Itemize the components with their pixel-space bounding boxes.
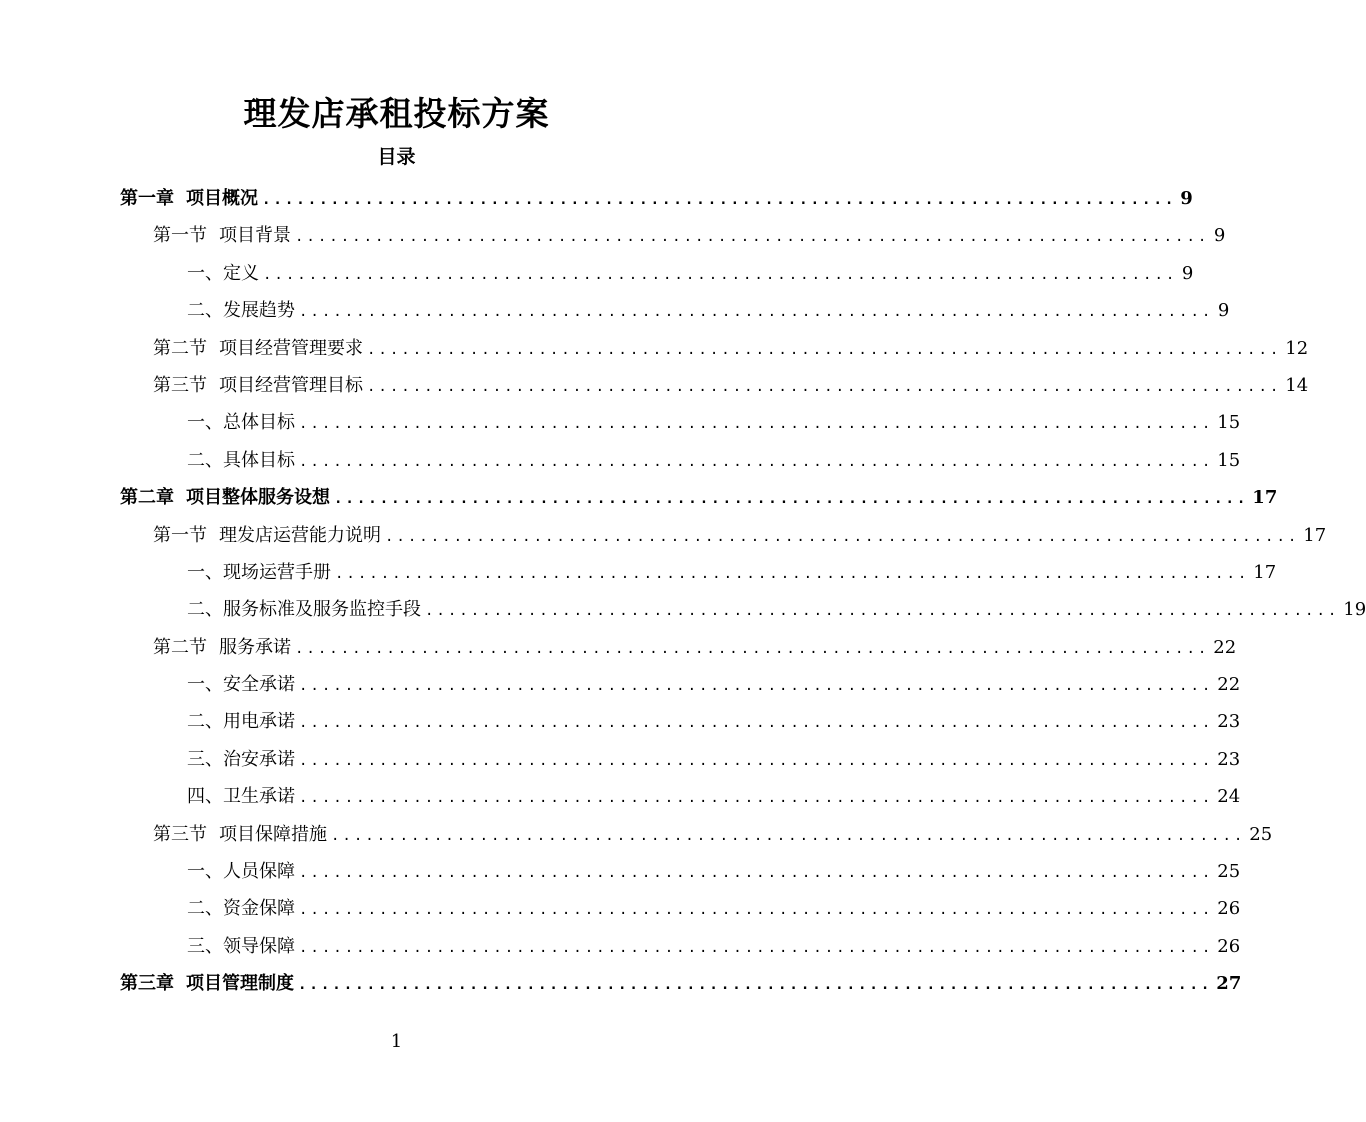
toc-entry[interactable] (120, 217, 1226, 254)
toc-entry[interactable] (120, 703, 1241, 740)
toc-entry-page: 22 (1217, 674, 1241, 696)
toc-entry-page: 17 (1253, 561, 1277, 583)
toc-dot-leader: ................................................................................ (295, 229, 1210, 246)
toc-entry-title: 一、总体目标 (187, 412, 295, 434)
toc-dot-leader: ................................................................................ (299, 715, 1214, 732)
toc-entry-page: 23 (1217, 748, 1241, 770)
document-title: 理发店承租投标方案 (243, 94, 550, 133)
toc-entry[interactable] (120, 404, 1241, 441)
toc-dot-leader: ................................................................................ (335, 565, 1250, 582)
toc-entry-page: 17 (1252, 487, 1278, 509)
toc-entry-page: 14 (1285, 374, 1309, 396)
toc-entry-title: 项目管理制度 (186, 973, 294, 995)
toc-dot-leader: ................................................................................ (425, 603, 1340, 620)
toc-entry[interactable] (120, 741, 1241, 778)
toc-entry[interactable] (120, 890, 1241, 927)
toc-dot-leader: ................................................................................ (299, 865, 1214, 882)
toc-entry-title: 项目整体服务设想 (186, 487, 330, 509)
toc-entry-page: 27 (1216, 973, 1242, 995)
toc-dot-leader: ................................................................................ (299, 453, 1214, 470)
toc-entry-page: 26 (1217, 935, 1241, 957)
toc-dot-leader: ................................................................................ (385, 528, 1300, 545)
toc-entry-page: 12 (1285, 337, 1309, 359)
toc-entry-number: 第一节 (153, 225, 207, 247)
toc-entry-page: 25 (1249, 823, 1273, 845)
toc-dot-leader: ................................................................................ (299, 304, 1214, 321)
toc-entry[interactable] (120, 180, 1193, 217)
toc-dot-leader: ................................................................................ (299, 678, 1214, 695)
toc-entry-page: 9 (1181, 262, 1194, 284)
toc-entry[interactable] (120, 629, 1237, 666)
toc-entry-title: 一、定义 (187, 262, 259, 284)
toc-entry-title: 二、服务标准及服务监控手段 (187, 599, 421, 621)
toc-entry[interactable] (120, 965, 1242, 1002)
toc-entry[interactable] (120, 816, 1273, 853)
toc-entry-title: 四、卫生承诺 (187, 786, 295, 808)
toc-entry-number: 第二节 (153, 636, 207, 658)
toc-entry-page: 15 (1217, 449, 1241, 471)
toc-entry-title: 二、资金保障 (187, 898, 295, 920)
toc-dot-leader: ................................................................................ (367, 378, 1282, 395)
toc-entry-number: 第一节 (153, 524, 207, 546)
toc-entry-title: 理发店运营能力说明 (219, 524, 381, 546)
toc-dot-leader: ................................................................................ (295, 640, 1210, 657)
toc-entry-page: 17 (1303, 524, 1327, 546)
toc-dot-leader: ................................................................................ (334, 491, 1249, 508)
toc-entry-page: 15 (1217, 412, 1241, 434)
toc-entry-title: 二、发展趋势 (187, 300, 295, 322)
toc-entry-title: 项目背景 (219, 225, 291, 247)
toc-entry[interactable] (120, 853, 1241, 890)
toc-entry-page: 23 (1217, 711, 1241, 733)
toc-entry-title: 二、具体目标 (187, 449, 295, 471)
toc-entry-number: 第二章 (120, 487, 174, 509)
toc-entry-title: 一、人员保障 (187, 861, 295, 883)
toc-entry-page: 9 (1217, 300, 1230, 322)
toc-entry[interactable] (120, 591, 1366, 628)
toc-entry[interactable] (120, 442, 1241, 479)
toc-entry-title: 项目经营管理目标 (219, 374, 363, 396)
toc-entry-title: 三、领导保障 (187, 935, 295, 957)
toc-entry[interactable] (120, 666, 1241, 703)
toc-entry-title: 二、用电承诺 (187, 711, 295, 733)
toc-entry[interactable] (120, 778, 1241, 815)
toc-entry-page: 9 (1213, 225, 1226, 247)
toc-entry-page: 26 (1217, 898, 1241, 920)
toc-dot-leader: ................................................................................ (299, 790, 1214, 807)
toc-entry-title: 项目保障措施 (219, 823, 327, 845)
toc-entry[interactable] (120, 928, 1241, 965)
toc-entry-number: 第二节 (153, 337, 207, 359)
toc-entry[interactable] (120, 479, 1278, 516)
toc-dot-leader: ................................................................................ (299, 939, 1214, 956)
toc-entry-title: 三、治安承诺 (187, 748, 295, 770)
toc-entry-number: 第三章 (120, 973, 174, 995)
toc-entry-title: 项目经营管理要求 (219, 337, 363, 359)
toc-dot-leader: ................................................................................ (299, 752, 1214, 769)
toc-entry[interactable] (120, 292, 1230, 329)
toc-heading: 目录 (377, 146, 416, 168)
toc-dot-leader: ................................................................................ (299, 416, 1214, 433)
toc-entry-number: 第三节 (153, 374, 207, 396)
toc-entry-number: 第一章 (120, 188, 174, 209)
toc-entry-title: 一、安全承诺 (187, 674, 295, 696)
toc-entry-page: 25 (1217, 861, 1241, 883)
toc-dot-leader: ................................................................................ (367, 341, 1282, 358)
toc-dot-leader: ................................................................................ (299, 902, 1214, 919)
toc-dot-leader: ................................................................................ (262, 192, 1177, 208)
toc-entry-page: 24 (1217, 786, 1241, 808)
toc-entry-page: 19 (1343, 599, 1366, 621)
toc-dot-leader: ................................................................................ (331, 827, 1246, 844)
toc-entry[interactable] (120, 554, 1277, 591)
toc-entry-page: 22 (1213, 636, 1237, 658)
toc-entry[interactable] (120, 517, 1327, 554)
toc-entry[interactable] (120, 255, 1194, 292)
page-number: 1 (390, 1031, 403, 1052)
toc-entry-title: 项目概况 (186, 188, 258, 209)
toc-entry[interactable] (120, 367, 1309, 404)
toc-dot-leader: ................................................................................ (263, 266, 1178, 283)
toc-entry-title: 一、现场运营手册 (187, 561, 331, 583)
toc-entry-title: 服务承诺 (219, 636, 291, 658)
toc-entry[interactable] (120, 330, 1309, 367)
toc-dot-leader: ................................................................................ (298, 977, 1213, 994)
table-of-contents (120, 180, 1366, 1003)
toc-entry-number: 第三节 (153, 823, 207, 845)
toc-entry-page: 9 (1180, 188, 1193, 209)
